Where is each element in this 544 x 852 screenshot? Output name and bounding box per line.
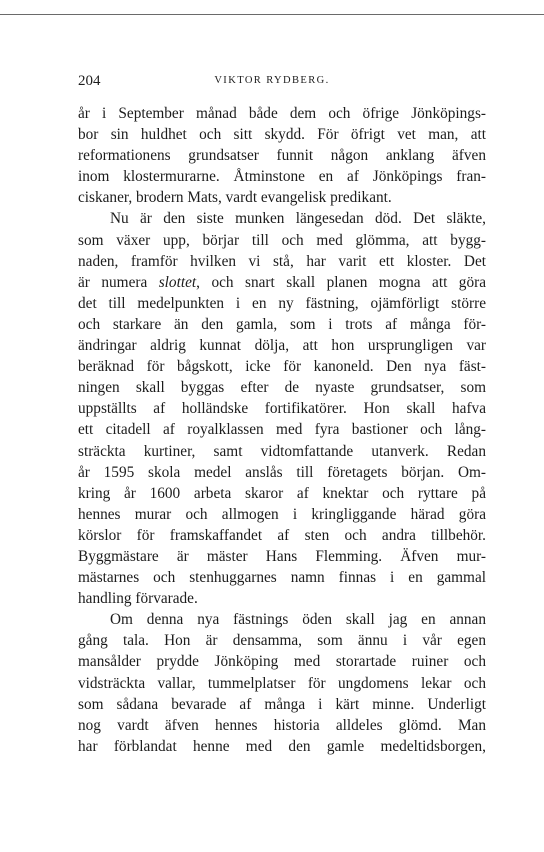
emphasized-word: slottet: [158, 273, 197, 291]
text-line: Om denna nya fästnings öden skall jag en annan: [110, 611, 486, 629]
text-line: nog vardt äfven hennes historia alldeles glömd. Man: [78, 716, 486, 734]
text-line: reformationens grundsatser funnit någon anklang äfven: [78, 147, 486, 165]
text-line: som växer upp, börjar till och med glömma, att bygg-: [78, 231, 486, 249]
text-line: mansålder prydde Jönköping med storartade ruiner och: [78, 653, 486, 671]
page-number: 204: [78, 73, 101, 89]
text-line: år i September månad både dem och öfrige Jönköpings-: [78, 105, 486, 122]
text-line: hennes murar och allmogen i kringliggande härad göra: [78, 505, 486, 523]
text-line: naden, framför hvilken vi stå, har varit ett kloster. Det: [78, 252, 486, 270]
text-line: bor sin huldhet och sitt skydd. För öfrigt vet man, att: [78, 126, 486, 144]
text-line: ciskaner, brodern Mats, vardt evangelisk predikant.: [78, 189, 392, 207]
text-line: har förblandat henne med den gamle medeltidsborgen,: [78, 737, 486, 755]
top-rule: [0, 14, 544, 15]
text-line: kring år 1600 arbeta skaror af knektar och ryttare på: [78, 484, 486, 502]
text-line: körslor för framskaffandet af sten och andra tillbehör.: [78, 526, 486, 544]
text-line: som sådana bevarade af många i kärt minne. Underligt: [78, 695, 486, 713]
text-line: och starkare än den gamla, som i trots af många för-: [78, 315, 486, 333]
running-title: VIKTOR RYDBERG.: [214, 75, 330, 86]
text-line: det till medelpunkten i en ny fästning, ojämförligt större: [78, 294, 486, 312]
text-line: ett citadell af royalklassen med fyra bastioner och lång-: [78, 421, 486, 439]
text-line: inom klostermurarne. Åtminstone en af Jönköpings fran-: [78, 168, 486, 186]
text-line: år 1595 skola medel anslås till företagets början. Om-: [78, 463, 486, 481]
text-line: handling förvarade.: [78, 590, 198, 608]
text-line: gång tala. Hon är densamma, som ännu i vår egen: [78, 632, 486, 650]
text-line: beräknad för bågskott, icke för kanoneld. Den nya fäst-: [78, 358, 486, 376]
text-line: Nu är den siste munken längesedan död. Det släkte,: [110, 210, 486, 228]
body-text: [78, 103, 486, 757]
text-line: Byggmästare är mäster Hans Flemming. Äfven mur-: [78, 547, 486, 565]
text-line: ändringar aldrig kunnat dölja, att hon ursprungligen var: [78, 337, 486, 355]
text-line: är numera slottet, och snart skall planen mogna att göra: [78, 273, 486, 291]
text-line: sträckta kurtiner, samt vidtomfattande utanverk. Redan: [78, 442, 486, 460]
text-line: uppställts af holländske fortifikatörer. Hon skall hafva: [78, 400, 486, 418]
text-line: vidsträckta vallar, tummelplatser för ungdomens lekar och: [78, 674, 486, 692]
text-line: mästarnes och stenhuggarnes namn finnas i en gammal: [78, 569, 486, 587]
text-line: ningen skall byggas efter de nyaste grundsatser, som: [78, 379, 486, 397]
